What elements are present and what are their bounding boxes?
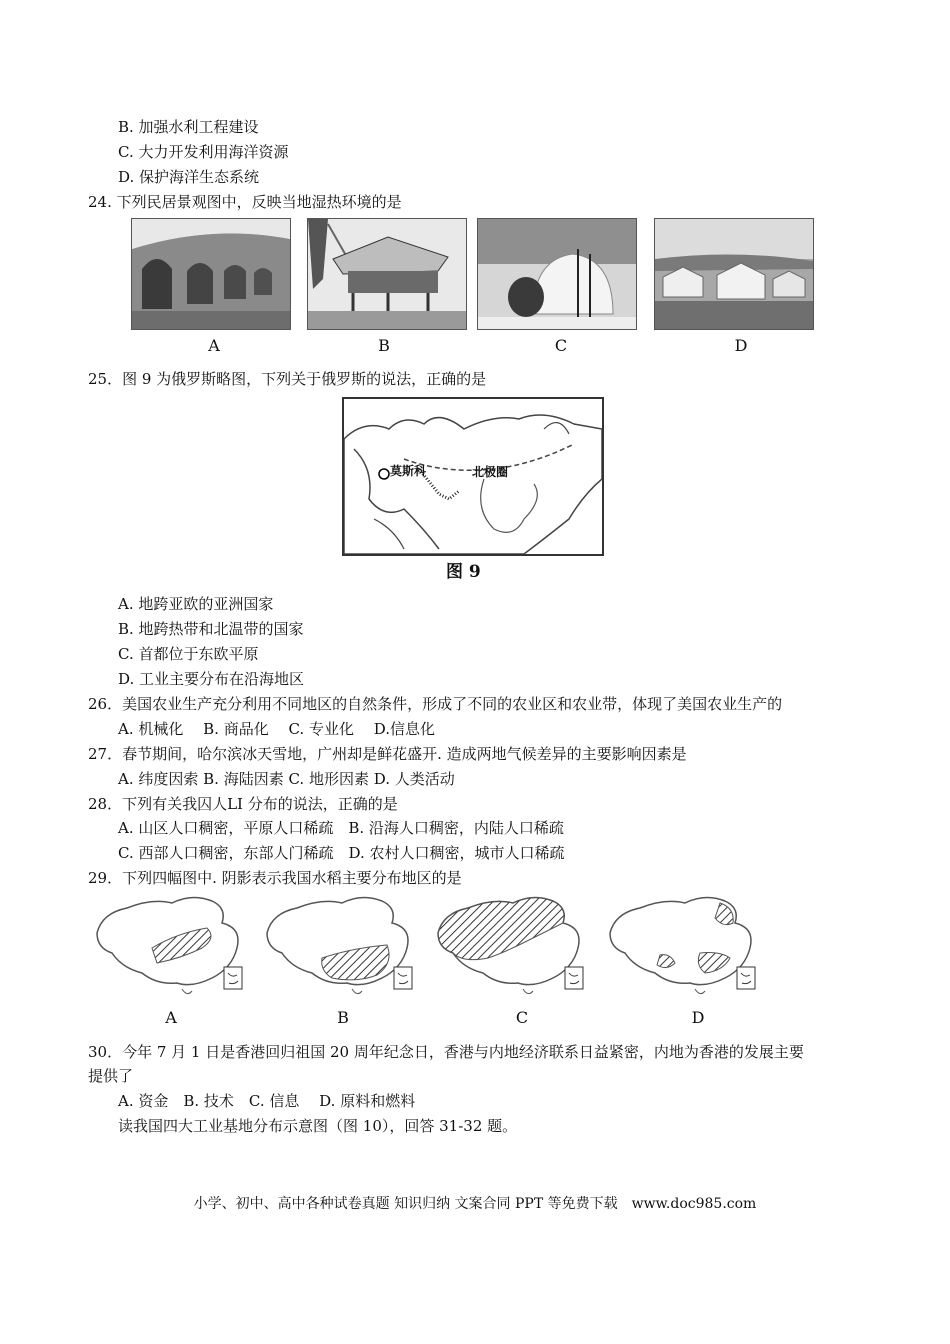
- photo-igloo: [477, 218, 637, 330]
- q25-option-c: C. 首都位于东欧平原: [118, 645, 259, 663]
- q29-label-c: C: [515, 1008, 529, 1027]
- china-map-b: [262, 893, 427, 1005]
- china-map-d: [605, 893, 770, 1005]
- q26-options: A. 机械化 B. 商品化 C. 专业化 D.信息化: [118, 720, 435, 738]
- q25-stem: 25．图 9 为俄罗斯略图，下列关于俄罗斯的说法，正确的是: [88, 370, 487, 388]
- q29-label-b: B: [337, 1008, 349, 1027]
- q26-stem: 26．美国农业生产充分利用不同地区的自然条件，形成了不同的农业区和农业带，体现了美国农业生产的: [88, 695, 783, 713]
- q30-stem-line1: 30．今年 7 月 1 日是香港回归祖国 20 周年纪念日，香港与内地经济联系日益紧密，内地为香港的发展主要: [88, 1043, 804, 1061]
- photo-cave-dwelling: [131, 218, 291, 330]
- arctic-circle-label: 北极圈: [472, 465, 509, 479]
- photo-yurts: [654, 218, 814, 330]
- q23-option-b: B. 加强水利工程建设: [118, 118, 259, 136]
- q30-stem-line2: 提供了: [88, 1067, 134, 1085]
- russia-map: [342, 397, 604, 556]
- q31-32-intro: 读我国四大工业基地分布示意图（图 10），回答 31-32 题。: [118, 1117, 518, 1135]
- q25-option-a: A. 地跨亚欧的亚洲国家: [118, 595, 274, 613]
- q28-stem: 28．下列有关我囚人LI 分布的说法，正确的是: [88, 795, 398, 813]
- q29-label-a: A: [165, 1008, 177, 1027]
- q28-options-ab: A. 山区人口稠密，平原人口稀疏 B. 沿海人口稠密，内陆人口稀疏: [118, 819, 564, 837]
- page-footer: 小学、初中、高中各种试卷真题 知识归纳 文案合同 PPT 等免费下载 www.doc985.com: [193, 1196, 757, 1212]
- q27-options: A. 纬度因索 B. 海陆因素 C. 地形因素 D. 人类活动: [118, 770, 455, 788]
- q24-label-a: A: [208, 336, 220, 355]
- q23-option-d: D. 保护海洋生态系统: [118, 168, 260, 186]
- q24-label-d: D: [734, 336, 748, 355]
- q29-label-d: D: [691, 1008, 705, 1027]
- q25-option-b: B. 地跨热带和北温带的国家: [118, 620, 304, 638]
- q28-options-cd: C. 西部人口稠密，东部人门稀疏 D. 农村人口稠密，城市人口稀疏: [118, 844, 565, 862]
- q29-stem: 29．下列四幅图中. 阴影表示我国水稻主要分布地区的是: [88, 869, 462, 887]
- figure-9-caption: 图 9: [446, 562, 481, 582]
- photo-stilt-house: [307, 218, 467, 330]
- q24-label-c: C: [554, 336, 568, 355]
- china-map-a: [92, 893, 257, 1005]
- q24-label-b: B: [378, 336, 390, 355]
- q24-stem: 24. 下列民居景观图中，反映当地湿热环境的是: [88, 193, 402, 211]
- moscow-label: 莫斯科: [390, 464, 427, 478]
- q30-options: A. 资金 B. 技术 C. 信息 D. 原料和燃料: [118, 1092, 416, 1110]
- q27-stem: 27．春节期间，哈尔滨冰天雪地，广州却是鲜花盛开. 造成两地气候差异的主要影响因素是: [88, 745, 687, 763]
- q25-option-d: D. 工业主要分布在沿海地区: [118, 670, 305, 688]
- q23-option-c: C. 大力开发利用海洋资源: [118, 143, 289, 161]
- china-map-c: [433, 893, 598, 1005]
